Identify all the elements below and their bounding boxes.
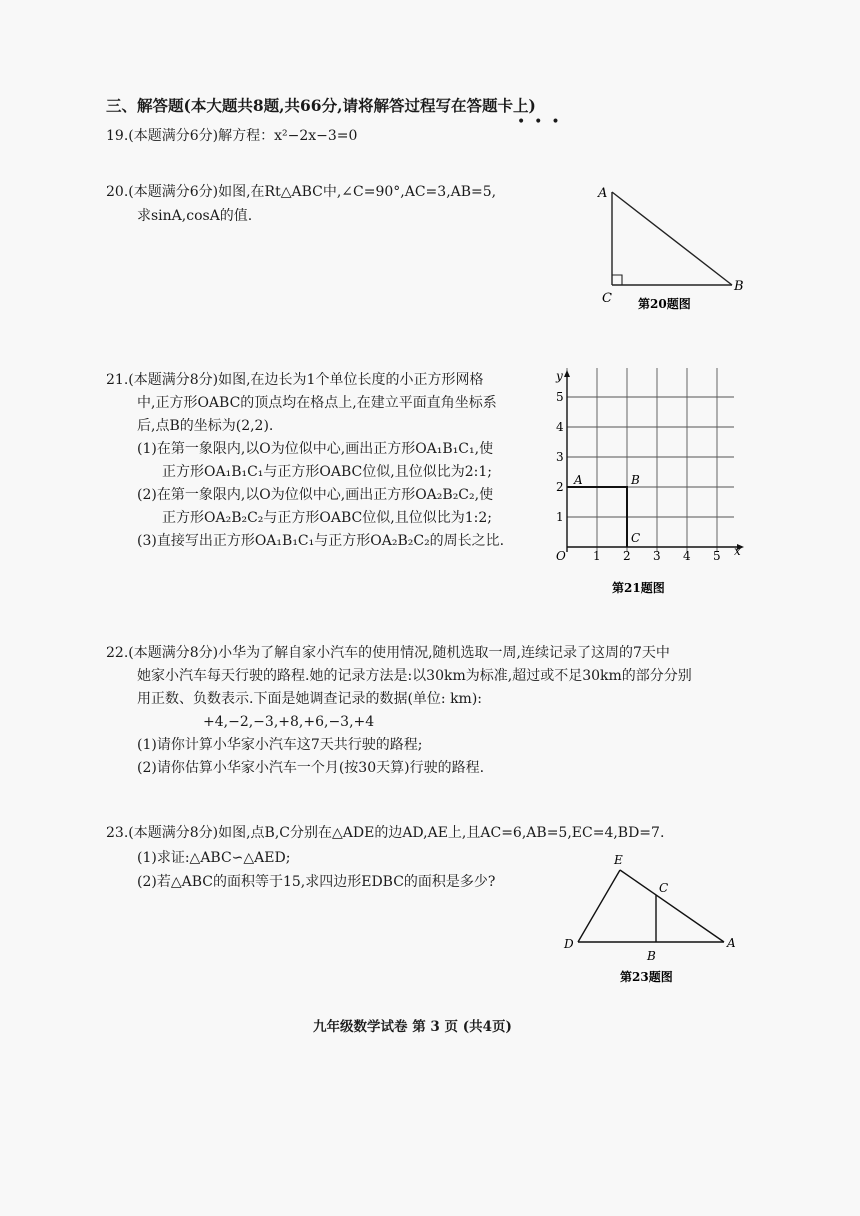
question-22-part-2: (2)请你估算小华家小汽车一个月(按30天算)行驶的路程. [137, 760, 485, 776]
side-de [578, 870, 620, 942]
section-header: 三、解答题(本大题共8题,共66分,请将解答过程写在答题卡上) [106, 96, 536, 115]
y-axis-label: y [556, 369, 563, 383]
figure-20-caption: 第20题图 [638, 297, 691, 311]
question-21-part-2-a: (2)在第一象限内,以O为位似中心,画出正方形OA₂B₂C₂,使 [137, 487, 494, 503]
side-ab [612, 192, 732, 285]
label-a: A [598, 186, 608, 201]
question-20-line-1: 20.(本题满分6分)如图,在Rt△ABC中,∠C=90°,AC=3,AB=5, [106, 184, 497, 200]
x-tick-3: 3 [653, 549, 661, 563]
point-a-label: A [574, 473, 583, 487]
question-21-part-2-b: 正方形OA₂B₂C₂与正方形OABC位似,且位似比为1:2; [162, 510, 492, 526]
question-22-line-3: 用正数、负数表示.下面是她调查记录的数据(单位: km): [137, 691, 483, 707]
label-e: E [614, 853, 623, 867]
y-axis-arrow [564, 370, 570, 377]
point-b-label: B [631, 473, 640, 487]
origin-label: O [556, 549, 566, 563]
figure-20-triangle [592, 180, 752, 330]
question-21-part-1-a: (1)在第一象限内,以O为位似中心,画出正方形OA₁B₁C₁,使 [137, 441, 494, 457]
y-tick-4: 4 [556, 420, 564, 434]
label-c: C [602, 291, 612, 306]
label-b: B [647, 949, 656, 963]
question-21-part-3: (3)直接写出正方形OA₁B₁C₁与正方形OA₂B₂C₂的周长之比. [137, 533, 505, 549]
question-23-part-2: (2)若△ABC的面积等于15,求四边形EDBC的面积是多少? [137, 874, 496, 890]
y-tick-3: 3 [556, 450, 564, 464]
figure-21-grid [538, 364, 748, 604]
y-tick-2: 2 [556, 480, 564, 494]
question-21-line-1: 21.(本题满分8分)如图,在边长为1个单位长度的小正方形网格 [106, 372, 484, 388]
x-tick-2: 2 [623, 549, 631, 563]
x-tick-1: 1 [593, 549, 601, 563]
question-21-part-1-b: 正方形OA₁B₁C₁与正方形OABC位似,且位似比为2:1; [162, 464, 492, 480]
x-tick-5: 5 [713, 549, 721, 563]
question-20-line-2: 求sinA,cosA的值. [137, 208, 253, 224]
point-c-label: C [631, 531, 641, 545]
side-ea [620, 870, 724, 942]
label-d: D [564, 937, 574, 951]
figure-23-caption: 第23题图 [620, 970, 673, 984]
grid-lines [567, 368, 734, 552]
question-22-line-1: 22.(本题满分8分)小华为了解自家小汽车的使用情况,随机选取一周,连续记录了这周的7天中 [106, 645, 670, 661]
x-tick-4: 4 [683, 549, 691, 563]
question-21-line-2: 中,正方形OABC的顶点均在格点上,在建立平面直角坐标系 [137, 395, 497, 411]
label-a: A [727, 936, 736, 950]
label-b: B [734, 279, 744, 294]
y-tick-5: 5 [556, 390, 564, 404]
question-23-line-1: 23.(本题满分8分)如图,点B,C分别在△ADE的边AD,AE上,且AC=6,AB=5,EC=4,BD=7. [106, 825, 665, 841]
label-c: C [659, 881, 669, 895]
x-axis-label: x [734, 544, 741, 558]
question-22-part-1: (1)请你计算小华家小汽车这7天共行驶的路程; [137, 737, 423, 753]
page-footer: 九年级数学试卷 第 3 页 (共4页) [313, 1019, 512, 1035]
question-23-part-1: (1)求证:△ABC∽△AED; [137, 850, 291, 866]
right-angle-mark [612, 275, 622, 285]
figure-23-triangle [558, 850, 748, 990]
question-19: 19.(本题满分6分)解方程：x²−2x−3=0 [106, 128, 358, 144]
question-22-data: +4,−2,−3,+8,+6,−3,+4 [203, 714, 375, 730]
figure-21-caption: 第21题图 [612, 581, 665, 595]
y-tick-1: 1 [556, 510, 564, 524]
question-22-line-2: 她家小汽车每天行驶的路程.她的记录方法是:以30km为标准,超过或不足30km的部分分别 [137, 668, 692, 684]
question-21-line-3: 后,点B的坐标为(2,2). [137, 418, 274, 434]
emphasis-dots: • • • [517, 114, 560, 130]
